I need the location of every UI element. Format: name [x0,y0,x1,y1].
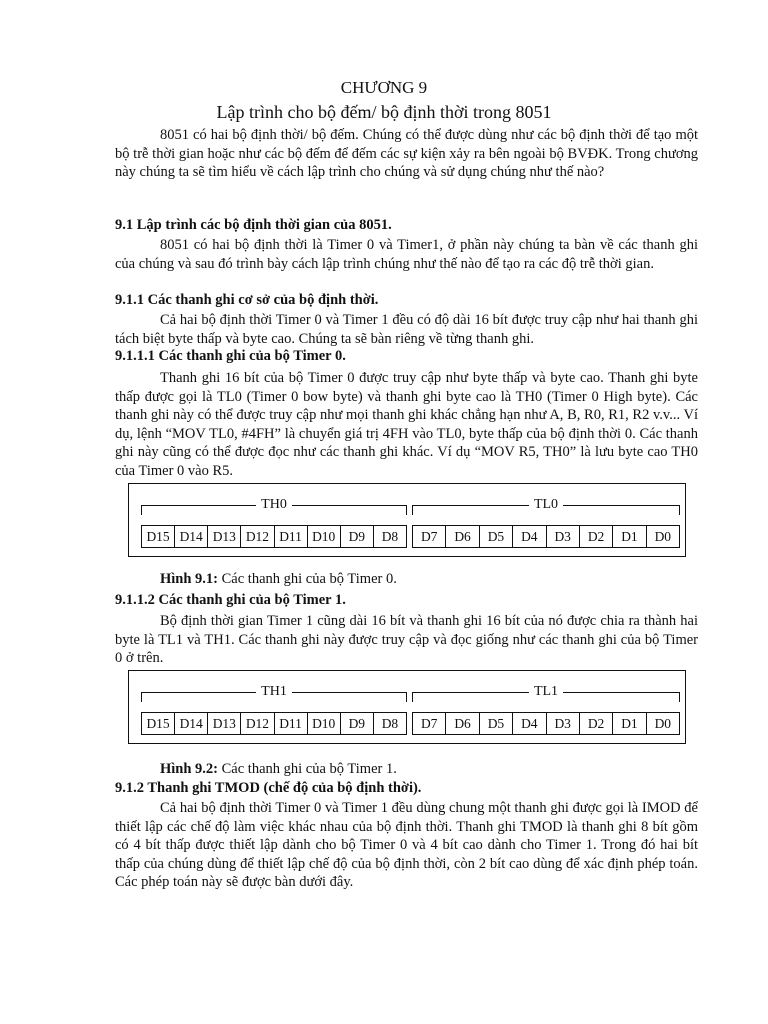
bit-cell: D2 [580,713,613,734]
bit-cell: D0 [654,716,672,731]
tl0-label: TL0 [529,497,563,512]
bit-cell: D4 [513,713,546,734]
section-9-1-heading: 9.1 Lập trình các bộ định thời gian của 8051. [115,217,392,233]
tl1-register [412,712,680,735]
bit-cell: D6 [446,526,479,547]
bit-cell: D3 [547,526,580,547]
bit-cell: D15 [142,526,175,547]
section-9-1-body: 8051 có hai bộ định thời là Timer 0 và Timer1, ở phần này chúng ta bàn về các thanh ghi của chúng và sau đó trình bày cách lập trình chúng như thế nào để tạo ra các độ trễ thời gian. [115,237,698,272]
figure-9-1-text: Các thanh ghi của bộ Timer 0. [218,571,397,587]
bit-cell: D3 [547,713,580,734]
th0-register [141,525,407,548]
chapter-title: CHƯƠNG 9 [340,78,428,97]
chapter-subtitle: Lập trình cho bộ đếm/ bộ định thời trong 8051 [216,102,552,122]
figure-9-1-label: Hình 9.1: [160,571,219,587]
th1-brace [141,684,407,702]
timer1-register-figure [128,670,686,744]
th1-register [141,712,407,735]
bit-cell: D2 [580,526,613,547]
bit-cell: D9 [341,713,374,734]
th1-label: TH1 [256,684,292,699]
tl0-brace [412,497,680,515]
bit-cell: D14 [175,526,208,547]
section-9-1-1-2-heading: 9.1.1.2 Các thanh ghi của bộ Timer 1. [115,592,346,608]
bit-cell: D10 [308,526,341,547]
timer0-register-figure [128,483,686,557]
section-9-1-1-2-body: Bộ định thời gian Timer 1 cũng dài 16 bít và thanh ghi 16 bít của nó được chia ra thành hai byte là TL1 và TH1. Các thanh ghi này được truy cập và đọc giống như các thanh ghi của bộ Timer 0 ở trên. [115,613,698,666]
bit-cell: D5 [480,713,513,734]
th0-label: TH0 [256,497,292,512]
bit-cell: D12 [241,713,274,734]
section-9-1-2-body: Cả hai bộ định thời Timer 0 và Timer 1 đều dùng chung một thanh ghi được gọi là IMOD để thiết lập các chế độ làm việc khác nhau của bộ định thời. Thanh ghi TMOD là thanh ghi 8 bít gồm có 4 bít thấp được thiết lập dành cho bộ Timer 0 và 4 bít cao dành cho Timer 1. Trong đó hai bít thấp của chúng dùng để thiết lập chế độ của bộ định thời, còn 2 bít cao dùng để xác định phép toán. Các phép toán này sẽ được bàn dưới đây. [115,800,698,890]
figure-9-2-label: Hình 9.2: [160,761,219,777]
section-9-1-1-heading: 9.1.1 Các thanh ghi cơ sở của bộ định thời. [115,292,379,308]
bit-cell: D10 [308,713,341,734]
bit-cell: D13 [208,526,241,547]
section-9-1-1-1-heading: 9.1.1.1 Các thanh ghi của bộ Timer 0. [115,348,346,364]
bit-cell: D8 [381,529,399,544]
tl1-brace [412,684,680,702]
bit-cell: D1 [613,713,646,734]
figure-9-1-caption [160,571,397,588]
bit-cell: D13 [208,713,241,734]
tl1-label: TL1 [529,684,563,699]
intro-paragraph: 8051 có hai bộ định thời/ bộ đếm. Chúng có thể được dùng như các bộ định thời để tạo một bộ trễ thời gian hoặc như các bộ đếm để đếm các sự kiện xảy ra bên ngoài bộ BVĐK. Trong chương này chúng ta sẽ tìm hiểu về cách lập trình cho chúng và sử dụng chúng như thế nào? [115,127,698,180]
bit-cell: D11 [275,713,308,734]
bit-cell: D4 [513,526,546,547]
bit-cell: D5 [480,526,513,547]
bit-cell: D6 [446,713,479,734]
bit-cell: D12 [241,526,274,547]
bit-cell: D7 [413,526,446,547]
section-9-1-1-body: Cả hai bộ định thời Timer 0 và Timer 1 đều có độ dài 16 bít được truy cập như hai thanh ghi tách biệt byte thấp và byte cao. Chúng ta sẽ bàn riêng về từng thanh ghi. [115,312,698,347]
bit-cell: D15 [142,713,175,734]
bit-cell: D11 [275,526,308,547]
th0-brace [141,497,407,515]
section-9-1-2-heading: 9.1.2 Thanh ghi TMOD (chế độ của bộ định thời). [115,780,422,796]
tl0-register [412,525,680,548]
bit-cell: D7 [413,713,446,734]
section-9-1-1-1-body: Thanh ghi 16 bít của bộ Timer 0 được truy cập như byte thấp và byte cao. Thanh ghi byte thấp được gọi là TL0 (Timer 0 bow byte) và thanh ghi byte cao là TH0 (Timer 0 High byte). Các thanh ghi này có thể được truy cập như mọi thanh ghi khác chẳng hạn như A, B, R0, R1, R2 v.v... Ví dụ, lệnh “MOV TL0, #4FH” là chuyển giá trị 4FH vào TL0, byte thấp của bộ định thời 0. Các thanh ghi này cũng có thể được đọc như các thanh ghi khác. Ví dụ “MOV R5, TH0” là lưu byte cao TH0 của Timer 0 vào R5. [115,370,698,479]
bit-cell: D1 [613,526,646,547]
bit-cell: D8 [381,716,399,731]
bit-cell: D14 [175,713,208,734]
figure-9-2-text: Các thanh ghi của bộ Timer 1. [218,761,397,777]
figure-9-2-caption [160,761,397,778]
bit-cell: D9 [341,526,374,547]
bit-cell: D0 [654,529,672,544]
